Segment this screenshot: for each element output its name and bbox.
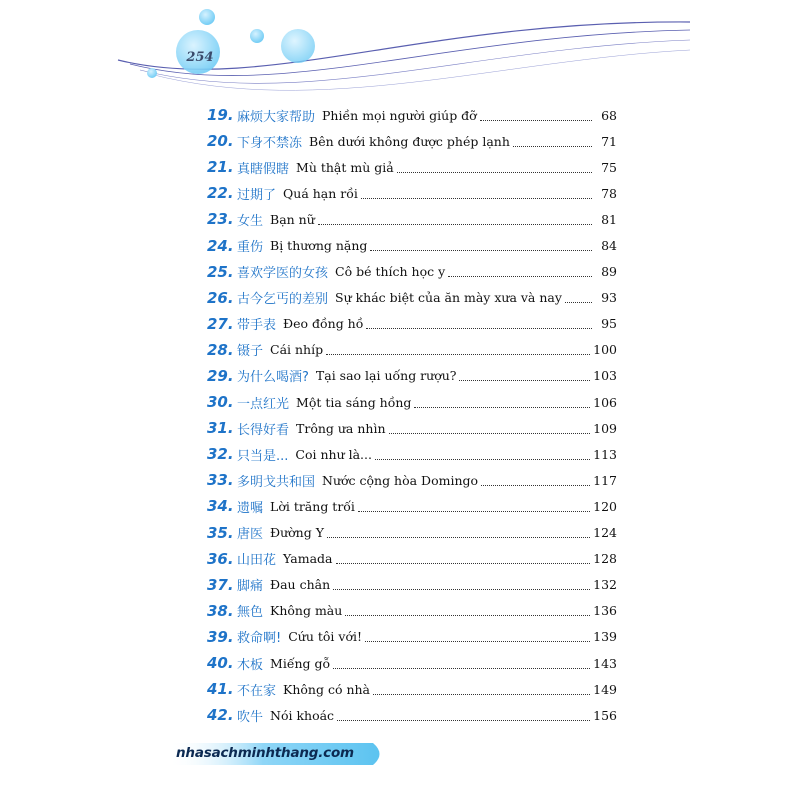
entry-vietnamese-title: Trông ưa nhìn bbox=[296, 420, 386, 436]
entry-number: 20. bbox=[207, 132, 234, 151]
entry-chinese-title: 为什么喝酒? bbox=[237, 370, 309, 386]
toc-entry[interactable] bbox=[207, 415, 617, 441]
entry-chinese-title: 长得好看 bbox=[237, 422, 290, 438]
toc-entry[interactable] bbox=[207, 259, 617, 285]
entry-chinese-title: 重伤 bbox=[237, 240, 264, 256]
entry-vietnamese-title: Bạn nữ bbox=[270, 211, 315, 227]
toc-entry[interactable] bbox=[207, 232, 617, 258]
entry-chinese-title: 救命啊! bbox=[237, 631, 282, 647]
entry-vietnamese-title: Bên dưới không được phép lạnh bbox=[309, 133, 510, 149]
entry-page-number: 156 bbox=[593, 707, 617, 723]
entry-page-number: 81 bbox=[601, 211, 617, 227]
entry-chinese-title: 不在家 bbox=[237, 683, 277, 699]
dot-leader bbox=[397, 172, 592, 173]
entry-chinese-title: 無色 bbox=[237, 605, 264, 621]
bubble bbox=[147, 68, 157, 78]
entry-vietnamese-title: Lời trăng trối bbox=[270, 498, 355, 514]
entry-page-number: 78 bbox=[601, 185, 617, 201]
dot-leader bbox=[345, 615, 590, 616]
toc-entry[interactable] bbox=[207, 337, 617, 363]
entry-vietnamese-title: Miếng gỗ bbox=[270, 655, 331, 671]
page-number: 254 bbox=[186, 50, 214, 65]
entry-number: 29. bbox=[207, 366, 234, 385]
entry-chinese-title: 遗嘱 bbox=[237, 500, 264, 516]
toc-entry[interactable] bbox=[207, 311, 617, 337]
entry-number: 23. bbox=[207, 210, 234, 229]
entry-number: 42. bbox=[207, 706, 234, 725]
entry-page-number: 68 bbox=[601, 107, 617, 123]
entry-chinese-title: 真瞎假瞎 bbox=[237, 161, 290, 177]
entry-number: 38. bbox=[207, 601, 234, 620]
entry-number: 33. bbox=[207, 471, 234, 490]
entry-vietnamese-title: Yamada bbox=[283, 551, 333, 567]
entry-page-number: 120 bbox=[593, 498, 617, 514]
toc-entry[interactable] bbox=[207, 467, 617, 493]
entry-page-number: 109 bbox=[593, 420, 617, 436]
dot-leader bbox=[333, 589, 590, 590]
bubble bbox=[250, 29, 264, 43]
entry-number: 35. bbox=[207, 523, 234, 542]
entry-vietnamese-title: Quá hạn rồi bbox=[283, 185, 358, 201]
dot-leader bbox=[365, 641, 590, 642]
entry-page-number: 132 bbox=[593, 577, 617, 593]
dot-leader bbox=[375, 459, 590, 460]
entry-number: 27. bbox=[207, 314, 234, 333]
entry-page-number: 100 bbox=[593, 342, 617, 358]
toc-entry[interactable] bbox=[207, 102, 617, 128]
toc-entry[interactable] bbox=[207, 676, 617, 702]
dot-leader bbox=[389, 433, 591, 434]
entry-page-number: 113 bbox=[593, 446, 617, 462]
toc-entry[interactable] bbox=[207, 154, 617, 180]
dot-leader bbox=[336, 563, 591, 564]
entry-page-number: 117 bbox=[593, 472, 617, 488]
entry-page-number: 75 bbox=[601, 159, 617, 175]
entry-vietnamese-title: Cứu tôi với! bbox=[288, 629, 362, 645]
toc-entry[interactable] bbox=[207, 520, 617, 546]
entry-vietnamese-title: Cô bé thích học y bbox=[335, 264, 446, 280]
entry-page-number: 106 bbox=[593, 394, 617, 410]
dot-leader bbox=[459, 380, 590, 381]
entry-number: 21. bbox=[207, 158, 234, 177]
toc-entry[interactable] bbox=[207, 128, 617, 154]
entry-vietnamese-title: Không màu bbox=[270, 603, 343, 619]
entry-number: 36. bbox=[207, 549, 234, 568]
entry-page-number: 71 bbox=[601, 133, 617, 149]
toc-entry[interactable] bbox=[207, 206, 617, 232]
entry-chinese-title: 脚痛 bbox=[237, 579, 264, 595]
entry-chinese-title: 麻烦大家帮助 bbox=[237, 109, 316, 125]
entry-number: 25. bbox=[207, 262, 234, 281]
dot-leader bbox=[370, 250, 592, 251]
entry-vietnamese-title: Cái nhíp bbox=[270, 342, 324, 358]
dot-leader bbox=[318, 224, 592, 225]
entry-vietnamese-title: Đường Y bbox=[270, 525, 324, 541]
entry-number: 31. bbox=[207, 419, 234, 438]
entry-page-number: 124 bbox=[593, 525, 617, 541]
entry-page-number: 143 bbox=[593, 655, 617, 671]
swoosh-line bbox=[140, 40, 690, 83]
dot-leader bbox=[373, 694, 590, 695]
dot-leader bbox=[448, 276, 592, 277]
entry-number: 41. bbox=[207, 680, 234, 699]
entry-vietnamese-title: Phiền mọi người giúp đỡ bbox=[322, 107, 477, 123]
entry-chinese-title: 古今乞丐的差别 bbox=[237, 292, 329, 308]
entry-chinese-title: 镊子 bbox=[237, 344, 264, 360]
entry-page-number: 103 bbox=[593, 368, 617, 384]
toc-entry[interactable] bbox=[207, 180, 617, 206]
entry-chinese-title: 女生 bbox=[237, 213, 264, 229]
bubble bbox=[199, 9, 215, 25]
bubble bbox=[281, 29, 315, 63]
dot-leader bbox=[333, 668, 590, 669]
entry-number: 28. bbox=[207, 340, 234, 359]
entry-vietnamese-title: Nước cộng hòa Domingo bbox=[322, 472, 479, 488]
entry-number: 37. bbox=[207, 575, 234, 594]
entry-vietnamese-title: Tại sao lại uống rượu? bbox=[315, 368, 457, 384]
table-of-contents bbox=[207, 102, 617, 728]
entry-number: 40. bbox=[207, 654, 234, 673]
entry-page-number: 149 bbox=[593, 681, 617, 697]
entry-chinese-title: 一点红光 bbox=[237, 396, 290, 412]
website-link[interactable]: nhasachminhthang.com bbox=[176, 745, 354, 761]
toc-entry[interactable] bbox=[207, 389, 617, 415]
entry-vietnamese-title: Đau chân bbox=[270, 577, 331, 593]
entry-chinese-title: 喜欢学医的女孩 bbox=[237, 266, 329, 282]
dot-leader bbox=[326, 354, 590, 355]
dot-leader bbox=[361, 198, 592, 199]
entry-page-number: 89 bbox=[601, 264, 617, 280]
toc-entry[interactable] bbox=[207, 285, 617, 311]
dot-leader bbox=[513, 146, 592, 147]
entry-vietnamese-title: Một tia sáng hồng bbox=[296, 394, 412, 410]
entry-number: 32. bbox=[207, 445, 234, 464]
entry-page-number: 139 bbox=[593, 629, 617, 645]
entry-number: 26. bbox=[207, 288, 234, 307]
entry-vietnamese-title: Coi như là... bbox=[295, 446, 372, 462]
entry-page-number: 136 bbox=[593, 603, 617, 619]
toc-entry[interactable] bbox=[207, 572, 617, 598]
entry-page-number: 84 bbox=[601, 238, 617, 254]
entry-vietnamese-title: Sự khác biệt của ăn mày xưa và nay bbox=[335, 290, 562, 306]
toc-entry[interactable] bbox=[207, 702, 617, 728]
dot-leader bbox=[327, 537, 590, 538]
toc-entry[interactable] bbox=[207, 493, 617, 519]
entry-page-number: 93 bbox=[601, 290, 617, 306]
dot-leader bbox=[480, 120, 592, 121]
dot-leader bbox=[358, 511, 590, 512]
dot-leader bbox=[337, 720, 590, 721]
entry-number: 30. bbox=[207, 393, 234, 412]
toc-entry[interactable] bbox=[207, 441, 617, 467]
dot-leader bbox=[481, 485, 590, 486]
entry-chinese-title: 只当是... bbox=[237, 448, 289, 464]
dot-leader bbox=[565, 302, 592, 303]
entry-chinese-title: 多明戈共和国 bbox=[237, 474, 316, 490]
entry-vietnamese-title: Không có nhà bbox=[283, 681, 371, 697]
entry-vietnamese-title: Nói khoác bbox=[270, 707, 335, 723]
entry-number: 22. bbox=[207, 184, 234, 203]
entry-page-number: 128 bbox=[593, 551, 617, 567]
toc-entry[interactable] bbox=[207, 546, 617, 572]
entry-chinese-title: 过期了 bbox=[237, 187, 277, 203]
dot-leader bbox=[366, 328, 592, 329]
entry-page-number: 95 bbox=[601, 316, 617, 332]
entry-vietnamese-title: Bị thương nặng bbox=[270, 238, 368, 254]
toc-entry[interactable] bbox=[207, 624, 617, 650]
toc-entry[interactable] bbox=[207, 598, 617, 624]
entry-number: 19. bbox=[207, 106, 234, 125]
entry-vietnamese-title: Đeo đồng hồ bbox=[283, 316, 364, 332]
toc-entry[interactable] bbox=[207, 650, 617, 676]
dot-leader bbox=[414, 407, 590, 408]
entry-chinese-title: 木板 bbox=[237, 657, 264, 673]
entry-number: 39. bbox=[207, 627, 234, 646]
entry-vietnamese-title: Mù thật mù giả bbox=[296, 159, 394, 175]
entry-chinese-title: 山田花 bbox=[237, 553, 277, 569]
toc-entry[interactable] bbox=[207, 363, 617, 389]
entry-chinese-title: 唐医 bbox=[237, 527, 264, 543]
entry-number: 24. bbox=[207, 236, 234, 255]
entry-chinese-title: 下身不禁冻 bbox=[237, 135, 303, 151]
entry-number: 34. bbox=[207, 497, 234, 516]
entry-chinese-title: 吹牛 bbox=[237, 709, 264, 725]
entry-chinese-title: 带手表 bbox=[237, 318, 277, 334]
